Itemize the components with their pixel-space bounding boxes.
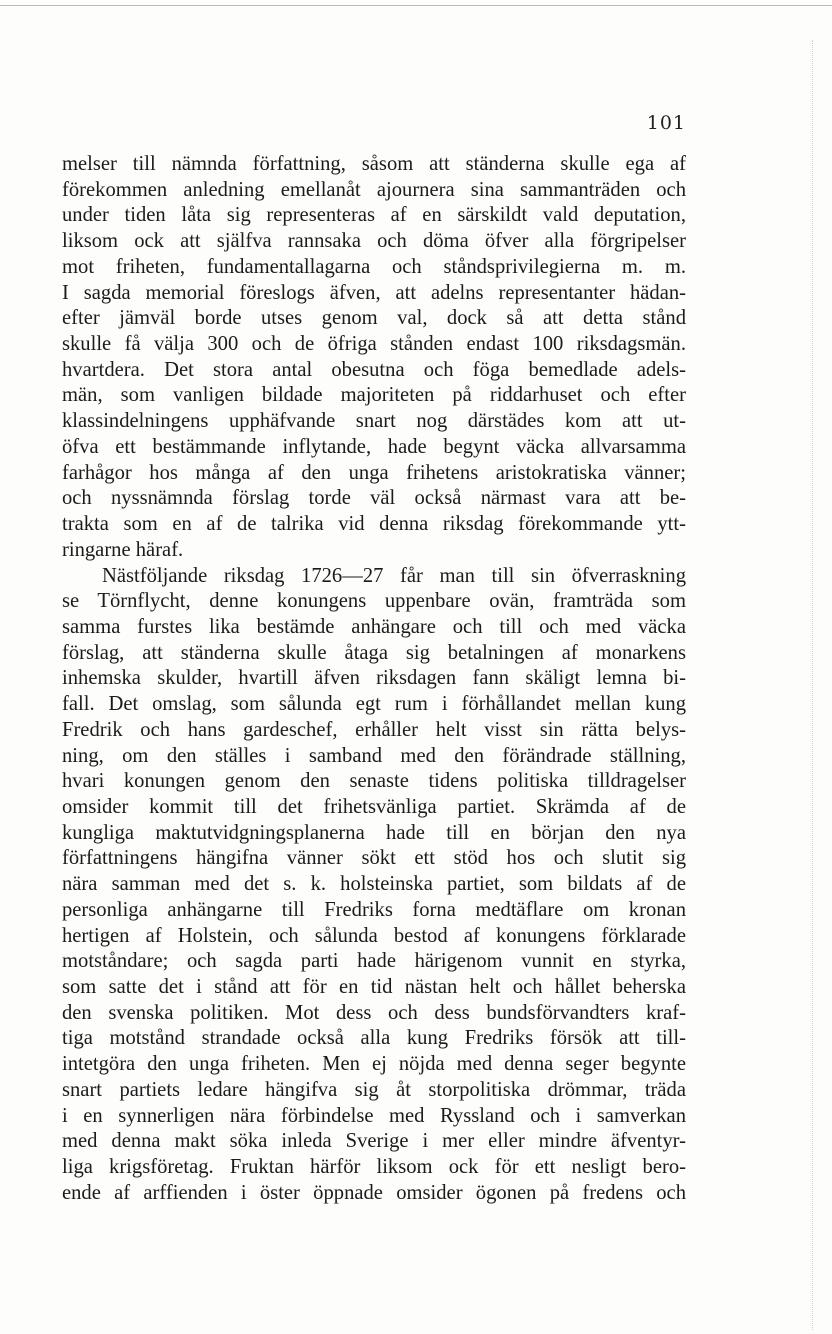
text-line: ning, om den ställes i samband med den förändrade ställning, bbox=[62, 744, 686, 767]
text-line: I sagda memorial föreslogs äfven, att adelns representanter hädan- bbox=[62, 281, 686, 304]
text-line: melser till nämnda författning, såsom att ständerna skulle ega af bbox=[62, 153, 686, 175]
text-line: förekommen anledning emellanåt ajournera sina sammanträden och bbox=[62, 178, 686, 201]
text-line: liga krigsföretag. Fruktan härför liksom ock för ett nesligt bero- bbox=[62, 1156, 686, 1179]
text-line: farhågor hos många af den unga frihetens aristokratiska vänner; bbox=[62, 461, 686, 484]
text-line: intetgöra den unga friheten. Men ej nöjda med denna seger begynte bbox=[62, 1053, 686, 1076]
text-line: och nyssnämnda förslag torde väl också närmast vara att be- bbox=[62, 487, 686, 510]
top-scan-edge bbox=[0, 5, 832, 6]
text-line: med denna makt söka inleda Sverige i mer eller mindre äfventyr- bbox=[62, 1130, 686, 1153]
text-line: kungliga maktutvidgningsplanerna hade till en början den nya bbox=[62, 821, 686, 844]
text-line: tiga motstånd strandade också alla kung Fredriks försök att till- bbox=[62, 1027, 686, 1050]
body-text bbox=[62, 152, 686, 1206]
text-line: personliga anhängarne till Fredriks forna medtäflare om kronan bbox=[62, 898, 686, 921]
text-line: hvari konungen genom den senaste tidens politiska tilldragelser bbox=[62, 770, 686, 793]
text-line: ende af arffienden i öster öppnade omsider ögonen på fredens och bbox=[62, 1181, 686, 1204]
text-line: ringarne häraf. bbox=[62, 538, 184, 561]
text-line: hvartdera. Det stora antal obesutna och föga bemedlade adels- bbox=[62, 358, 686, 381]
text-line: liksom ock att själfva rannsaka och döma öfver alla förgripelser bbox=[62, 230, 686, 253]
text-line: snart partiets ledare hängifva sig åt storpolitiska drömmar, träda bbox=[62, 1078, 686, 1101]
text-line: i en synnerligen nära förbindelse med Ryssland och i samverkan bbox=[62, 1104, 686, 1127]
text-line: förslag, att ständerna skulle åtaga sig betalningen af monarkens bbox=[62, 641, 686, 664]
text-line: fall. Det omslag, som sålunda egt rum i förhållandet mellan kung bbox=[62, 693, 686, 716]
text-line: efter jämväl borde utses genom val, dock så att detta stånd bbox=[62, 307, 686, 330]
text-line: Fredrik och hans gardeschef, erhåller helt visst sin rätta belys- bbox=[62, 718, 686, 741]
right-scan-edge bbox=[812, 40, 813, 1330]
text-line: författningens hängifna vänner sökt ett stöd hos och slutit sig bbox=[62, 847, 686, 870]
page-number: 101 bbox=[646, 112, 686, 134]
text-line: samma furstes lika bestämde anhängare och till och med väcka bbox=[62, 615, 686, 638]
text-line: öfva ett bestämmande inflytande, hade begynt väcka allvarsamma bbox=[62, 435, 686, 458]
text-line: nära samman med det s. k. holsteinska partiet, som bildats af de bbox=[62, 873, 686, 896]
text-line: motståndare; och sagda parti hade härigenom vunnit en styrka, bbox=[62, 950, 686, 973]
text-line: Nästföljande riksdag 1726—27 får man till sin öfverraskning bbox=[102, 564, 686, 587]
text-line: mot friheten, fundamentallagarna och ståndsprivilegierna m. m. bbox=[62, 255, 686, 278]
text-line: inhemska skulder, hvartill äfven riksdagen fann skäligt lemna bi- bbox=[62, 667, 686, 690]
text-line: omsider kommit till det frihetsvänliga partiet. Skrämda af de bbox=[62, 795, 686, 818]
text-line: skulle få välja 300 och de öfriga stånden endast 100 riksdagsmän. bbox=[62, 333, 686, 356]
text-line: hertigen af Holstein, och sålunda bestod af konungens förklarade bbox=[62, 924, 686, 947]
text-line: män, som vanligen bildade majoriteten på riddarhuset och efter bbox=[62, 384, 686, 407]
text-line: trakta som en af de talrika vid denna riksdag förekommande ytt- bbox=[62, 513, 686, 536]
text-line: under tiden låta sig representeras af en särskildt vald deputation, bbox=[62, 204, 686, 227]
text-line: klassindelningens upphäfvande snart nog därstädes kom att ut- bbox=[62, 410, 686, 433]
text-line: den svenska politiken. Mot dess och dess bundsförvandters kraf- bbox=[62, 1001, 686, 1024]
text-line: se Törnflycht, denne konungens uppenbare ovän, framträda som bbox=[62, 590, 686, 613]
text-line: som satte det i stånd att för en tid nästan helt och hållet beherska bbox=[62, 976, 686, 998]
